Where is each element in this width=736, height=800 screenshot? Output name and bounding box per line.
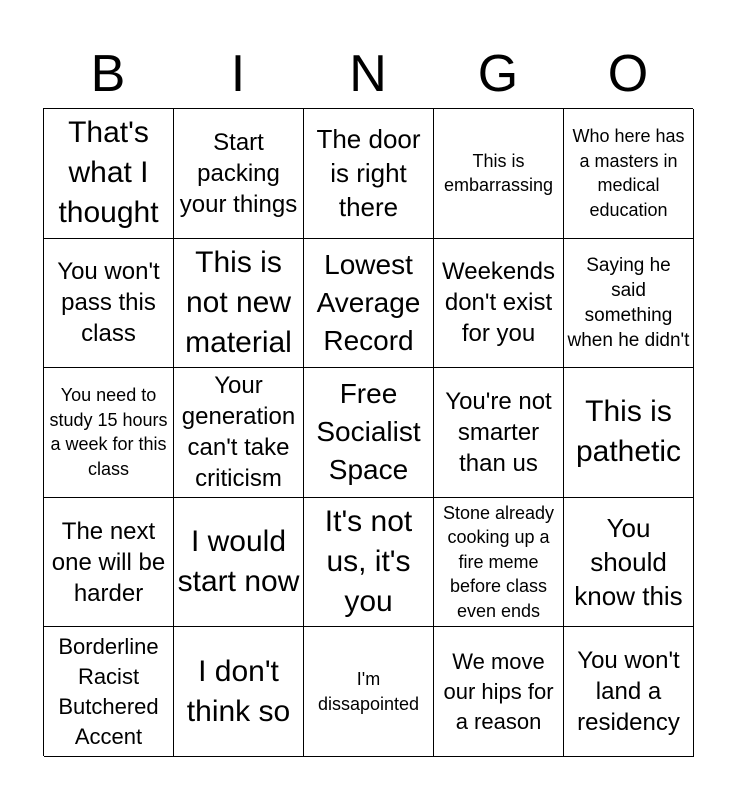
cell-text: Borderline Racist Butchered Accent <box>58 633 159 749</box>
bingo-cell[interactable] <box>174 368 304 498</box>
header-letter-n: N <box>349 45 387 103</box>
cell-text: This is embarrassing <box>443 150 554 196</box>
cell-text: You should know this <box>574 513 683 612</box>
cell-text: You're not smarter than us <box>445 387 552 477</box>
cell-text: I'm dissapointed <box>317 669 420 714</box>
bingo-cell[interactable] <box>434 627 564 757</box>
bingo-cell[interactable] <box>434 239 564 369</box>
bingo-cell[interactable] <box>434 368 564 498</box>
cell-text: I don't think so <box>186 654 291 728</box>
bingo-cell[interactable] <box>304 239 434 369</box>
cell-text: You need to study 15 hours a week for this class <box>49 385 168 479</box>
cell-text: Lowest Average Record <box>316 248 421 356</box>
bingo-cell[interactable] <box>434 498 564 628</box>
header-letter-o: O <box>607 45 649 103</box>
bingo-cell[interactable] <box>174 498 304 628</box>
cell-text: Stone already cooking up a fire meme before class even ends <box>442 502 555 621</box>
header-letter-b: B <box>90 45 126 103</box>
bingo-cell[interactable] <box>44 627 174 757</box>
cell-text: The next one will be harder <box>51 517 166 607</box>
cell-text: We move our hips for a reason <box>443 648 554 734</box>
header-letter-g: G <box>477 45 519 103</box>
cell-text: Start packing your things <box>179 128 298 218</box>
bingo-cell[interactable] <box>174 239 304 369</box>
bingo-cell[interactable] <box>44 498 174 628</box>
cell-text: The door is right there <box>316 124 421 223</box>
bingo-cell[interactable] <box>564 109 694 239</box>
bingo-cell[interactable] <box>564 627 694 757</box>
cell-text: Saying he said something when he didn't <box>567 254 690 351</box>
bingo-board <box>43 108 693 756</box>
bingo-cell[interactable] <box>304 627 434 757</box>
cell-text: This is pathetic <box>575 395 682 469</box>
bingo-cell[interactable] <box>564 239 694 369</box>
bingo-cell[interactable] <box>44 368 174 498</box>
cell-text: It's not us, it's you <box>324 505 413 619</box>
bingo-cell[interactable] <box>304 109 434 239</box>
cell-text: That's what I thought <box>58 116 159 230</box>
cell-text: Weekends don't exist for you <box>442 258 555 348</box>
bingo-cell[interactable] <box>434 109 564 239</box>
header-letter-i: I <box>230 45 246 103</box>
bingo-cell[interactable] <box>564 368 694 498</box>
cell-text: This is not new material <box>185 245 292 359</box>
cell-text: Who here has a masters in medical education <box>572 126 685 220</box>
bingo-cell[interactable] <box>564 498 694 628</box>
bingo-cell[interactable] <box>44 109 174 239</box>
cell-text: You won't pass this class <box>57 258 160 348</box>
bingo-header <box>43 40 693 108</box>
cell-text: I would start now <box>177 525 300 599</box>
bingo-cell[interactable] <box>174 627 304 757</box>
bingo-cell[interactable] <box>174 109 304 239</box>
bingo-cell[interactable] <box>304 498 434 628</box>
cell-text: Free Socialist Space <box>316 378 421 486</box>
bingo-cell[interactable] <box>304 368 434 498</box>
cell-text: You won't land a residency <box>577 647 680 737</box>
bingo-cell[interactable] <box>44 239 174 369</box>
cell-text: Your generation can't take criticism <box>181 372 296 493</box>
